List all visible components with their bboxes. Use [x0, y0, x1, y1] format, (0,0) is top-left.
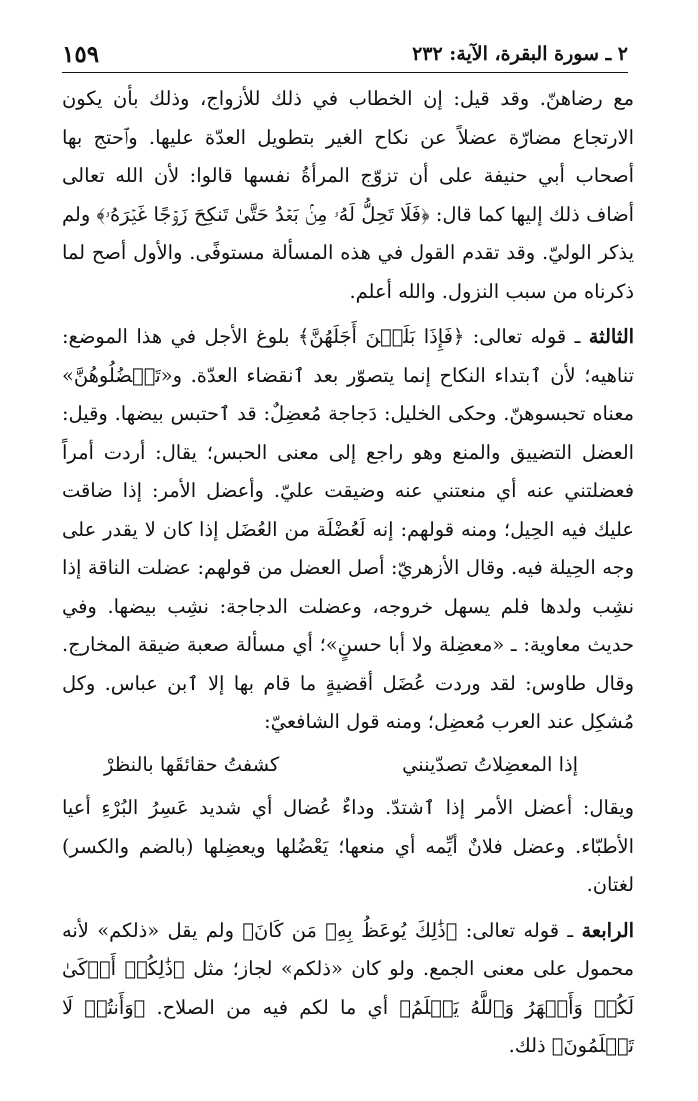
- paragraphs-after-verse: [62, 789, 634, 1066]
- paragraph-text: ولم يقل «ذلكم» لأنه محمول على معنى الجمع. ولو كان «ذلكم» لجاز؛ مثل: [62, 918, 634, 980]
- quran-quote: ﴿ذَٰلِكُمۡ أَزۡكَىٰ لَكُمۡ وَأَطۡهَرُ وَٱللَّهُ يَعۡلَمُ﴾: [62, 957, 634, 1019]
- quran-quote: «تَعۡضُلُوهُنَّ»: [62, 363, 173, 387]
- paragraph-text: ذلك.: [508, 1034, 552, 1057]
- verse-first-hemistich: إذا المعضِلاتُ تصدّينني: [402, 752, 578, 776]
- paragraph-text: أي ما لكم فيه من الصلاح.: [145, 995, 400, 1019]
- page-body: [62, 80, 634, 1066]
- quran-quote: ﴿ذَٰلِكَ يُوعَظُ بِهِۦ مَن كَانَ﴾: [242, 918, 458, 942]
- paragraph-text: ـ قوله تعالى:: [464, 325, 589, 348]
- section-heading: الرابعة: [581, 918, 634, 942]
- paragraph-text: ـ قوله تعالى:: [457, 918, 582, 942]
- paragraph-text: ويقال: أعضل الأمر إذا ٱشتدّ. وداءٌ عُضال أي شديد عَسِرُ البُرْءِ أعيا الأطبّاء. وعضل فلانٌ أيِّمه أي منعها؛ يَعْضُلها ويعضِلها (بالضم والكسر) لغتان.: [62, 796, 634, 896]
- paragraph: [62, 789, 634, 905]
- paragraphs-before-verse: [62, 80, 634, 742]
- paragraph-text: ولم يذكر الوليّ. وقد تقدم القول في هذه المسألة مستوفًى. والأول أصح لما ذكرناه من سبب النزول. والله أعلم.: [62, 202, 634, 303]
- page-header: [62, 36, 628, 73]
- paragraph: [62, 912, 634, 1066]
- quran-quote: ﴿فَلَا تَحِلُّ لَهُۥ مِنۢ بَعۡدُ حَتَّىٰ تَنكِحَ زَوۡجًا غَيۡرَهُۥ﴾: [96, 202, 430, 226]
- running-title: ٢ ـ سورة البقرة، الآية: ٢٣٢: [412, 43, 628, 65]
- page-number: ١٥٩: [62, 40, 100, 68]
- paragraph-text: بلوغ الأجل في هذا الموضع: تناهيه؛ لأن ٱبتداء النكاح إنما يتصوّر بعد ٱنقضاء العدّة. و: [62, 325, 634, 387]
- poetry-verse: [62, 744, 634, 785]
- paragraph-text: مع رضاهنّ. وقد قيل: إن الخطاب في ذلك للأزواج، وذلك بأن يكون الارتجاع مضارّة عضلاً عن نكاح الغير بتطويل العدّة عليها. وٱحتج بها أصحاب أبي حنيفة على أن تزوّج المرأةُ نفسها قالوا: لأن الله تعالى أضاف ذلك إليها كما قال:: [62, 87, 634, 226]
- section-heading: الثالثة: [588, 325, 634, 348]
- quran-quote: ﴿وَأَنتُمۡ لَا تَعۡلَمُونَ﴾: [62, 995, 634, 1057]
- verse-second-hemistich: كشفتُ حقائقَها بالنظرْ: [104, 752, 280, 776]
- quran-quote: ﴿فَإِذَا بَلَغۡنَ أَجَلَهُنَّ﴾: [298, 325, 465, 348]
- paragraph: [62, 80, 634, 311]
- paragraph-text: معناه تحبسوهنّ. وحكى الخليل: دَجاجة مُعضِلٌ: قد ٱحتبس بيضها. وقيل: العضل التضييق والمنع وهو راجع إلى معنى الحبس؛ يقال: أردت أمراً فعضلتني عنه أي منعتني عنه وضيقت عليّ. وأعضل الأمر: إذا ضاقت عليك فيه الحِيل؛ ومنه قولهم: إنه لَعُضْلَة من العُضَل إذا كان لا يقدر على وجه الحِيلة فيه. وقال الأزهريّ: أصل العضل من قولهم: عضلت الناقة إذا نشِب ولدها فلم يسهل خروجه، وعضلت الدجاجة: نشِب بيضها. وفي حديث معاوية: ـ «معضِلة ولا أبا حسنٍ»؛ أي مسألة صعبة ضيقة المخارج. وقال طاوس: لقد وردت عُضَل أقضيةٍ ما قام بها إلا ٱبن عباس. وكل مُشكِل عند العرب مُعضِل؛ ومنه قول الشافعيّ:: [62, 402, 634, 733]
- paragraph: [62, 318, 634, 742]
